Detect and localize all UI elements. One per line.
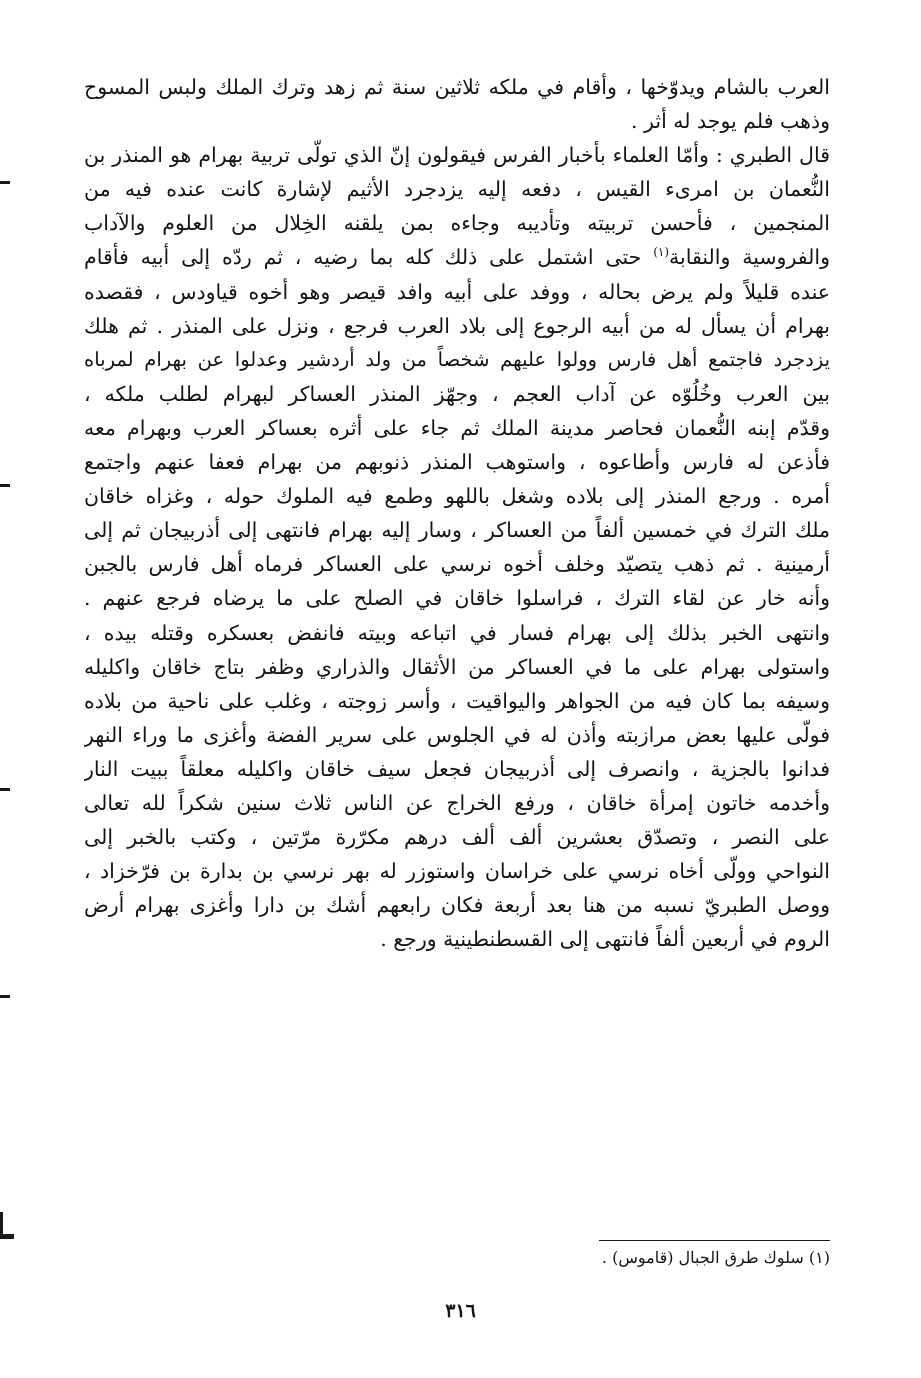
footnote-separator <box>599 1240 830 1241</box>
text-line: فولّى عليها بعض مرازبته وأذن له في الجلوس على سرير الفضة وأغزى ما وراء النهر <box>84 722 830 747</box>
footnote: (١) سلوك طرق الجبال (قاموس) . <box>601 1248 830 1267</box>
page-number: ٣١٦ <box>445 1300 476 1322</box>
main-text <box>84 70 830 956</box>
text-line: أمره . ورجع المنذر إلى بلاده وشغل باللهو وطمع فيه الملوك حوله ، وغزاه خاقان <box>84 484 830 509</box>
text-line: وقدّم إبنه النُّعمان فحاصر مدينة الملك ثم جاء على أثره بعساكر العرب وبهرام معه <box>84 415 830 440</box>
text-line: وأخدمه خاتون إمرأة خاقان ، ورفع الخراج عن الناس ثلاث سنين شكراً لله تعالى <box>84 790 830 815</box>
text-line: فدانوا بالجزية ، وانصرف إلى أذربيجان فجعل سيف خاقان واكليله معلقاً ببيت النار <box>84 756 830 781</box>
margin-mark <box>0 1212 3 1234</box>
text-line: على النصر ، وتصدّق بعشرين ألف ألف درهم مكرّرة مرّتين ، وكتب بالخبر إلى <box>84 825 830 850</box>
margin-mark <box>0 788 10 791</box>
margin-mark <box>0 1234 14 1239</box>
text-line <box>84 240 830 274</box>
text-segment: حتى اشتمل على ذلك كله بما رضيه ، ثم ردّه إلى أبيه فأقام <box>84 245 642 270</box>
text-line: وأنه خار عن لقاء الترك ، فراسلوا خاقان في الصلح على ما يرضاه فرجع عنهم . <box>84 586 830 611</box>
text-line: قال الطبري : وأمّا العلماء بأخبار الفرس فيقولون إنّ الذي تولّى تربية بهرام هو المنذر بن <box>84 143 830 168</box>
text-line: بهرام أن يسأل له من أبيه الرجوع إلى بلاد العرب فرجع ، ونزل على المنذر . ثم هلك <box>84 313 830 338</box>
text-line: المنجمين ، فأحسن تربيته وتأديبه وجاءه بمن يلقنه الخِلال من العلوم والآداب <box>84 211 830 236</box>
text-line: يزدجرد فاجتمع أهل فارس وولوا عليهم شخصاً من ولد أردشير وعدلوا عن بهرام لمرباه <box>84 347 830 371</box>
text-line: عنده قليلاً ولم يرض بحاله ، ووفد على أبيه وافد قيصر وهو أخوه قياودس ، فقصده <box>84 279 830 304</box>
margin-mark <box>0 484 10 487</box>
text-line: فأذعن له فارس وأطاعوه ، واستوهب المنذر ذنوبهم من بهرام فعفا عنهم واجتمع <box>84 450 830 475</box>
text-line: العرب بالشام ويدوّخها ، وأقام في ملكه ثلاثين سنة ثم زهد وترك الملك ولبس المسوح <box>84 75 830 99</box>
text-line: ووصل الطبريّ نسبه من هنا بعد أربعة فكان رابعهم أشك بن دارا وأغزى بهرام أرض <box>84 893 830 918</box>
margin-mark <box>0 995 10 998</box>
text-line: وسيفه بما كان فيه من الجواهر واليواقيت ، وأسر زوجته ، وغلب على ناحية من بلاده <box>84 688 830 713</box>
text-segment: والفروسية والنقابة <box>669 245 830 270</box>
margin-mark <box>0 181 10 184</box>
text-line: واستولى بهرام على ما في العساكر من الأثقال والذراري وظفر بتاج خاقان واكليله <box>84 654 830 679</box>
text-line: وذهب فلم يوجد له أثر . <box>631 109 830 134</box>
text-line: أرمينية . ثم ذهب يتصيّد وخلف أخوه نرسي على العساكر فرماه أهل فارس بالجبن <box>84 552 830 577</box>
text-line: النواحي وولّى أخاه نرسي على خراسان واستوزر له بهر نرسي بن بدارة بن فرّخزاد ، <box>84 859 830 884</box>
text-line: ملك الترك في خمسين ألفاً من العساكر ، وسار إليه بهرام فانتهى إلى أذربيجان ثم إلى <box>84 518 830 543</box>
text-line: بين العرب وخُلُوّه عن آداب العجم ، وجهّز المنذر العساكر لبهرام لطلب ملكه ، <box>84 381 830 406</box>
text-line: الروم في أربعين ألفاً فانتهى إلى القسطنطينية ورجع . <box>380 927 830 952</box>
text-line: وانتهى الخبر بذلك إلى بهرام فسار في اتباعه وبيته فانفض بعسكره وقتله بيده ، <box>84 620 830 645</box>
footnote-reference: (١) <box>653 245 670 260</box>
text-line: النُّعمان بن امرىء القيس ، دفعه إليه يزدجرد الأثيم لإشارة كانت عنده فيه من <box>84 177 830 202</box>
